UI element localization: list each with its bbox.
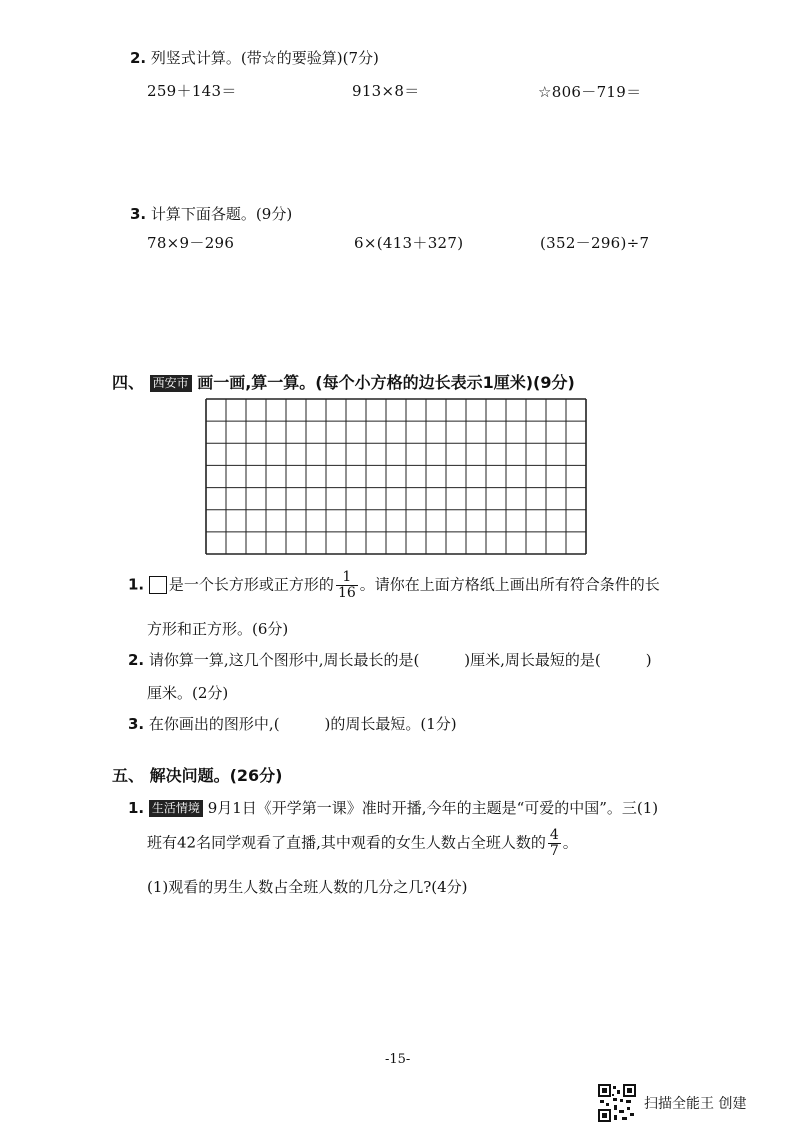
s5-problem-1-line2-after: 。: [562, 833, 578, 852]
fraction-1-16: [336, 570, 358, 601]
q3-number: 3.: [130, 205, 147, 223]
s4-item-2-text: 请你算一算,这几个图形中,周长最长的是( )厘米,周长最短的是( ): [148, 651, 652, 669]
s5-problem-1-line1: [128, 797, 658, 818]
s5-problem-1-line2: [147, 828, 578, 859]
s4-item-1-number: 1.: [128, 575, 145, 594]
watermark-text: 扫描全能王 创建: [644, 1096, 747, 1112]
q3-text: 计算下面各题。(9分): [150, 205, 293, 223]
s4-item-2-line2: 厘米。(2分): [147, 684, 229, 702]
qr-code-icon: [598, 1084, 636, 1122]
s4-item-1-after: 。请你在上面方格纸上画出所有符合条件的长: [359, 575, 660, 594]
q2-heading: [130, 47, 379, 68]
s4-item-1-before: 是一个长方形或正方形的: [168, 575, 334, 594]
fraction-4-7: [548, 828, 561, 859]
q3-expr-1: 78×9－296: [147, 234, 235, 252]
s5-problem-1-text: 9月1日《开学第一课》准时开播,今年的主题是“可爱的中国”。三(1): [207, 799, 659, 817]
fraction-numerator: 4: [549, 827, 559, 843]
fraction-denominator: 16: [337, 585, 356, 601]
q3-heading: [130, 203, 292, 224]
s4-item-1: [128, 570, 660, 601]
q2-expr-2: 913×8＝: [352, 82, 420, 100]
s4-item-2: [128, 649, 652, 670]
life-scene-tag: 生活情境: [149, 800, 203, 817]
s4-item-1-line2: 方形和正方形。(6分): [147, 620, 289, 638]
section-4-title: 画一画,算一算。(每个小方格的边长表示1厘米)(9分): [197, 373, 575, 392]
scanner-watermark: [598, 1084, 746, 1122]
section-5-title: 解决问题。(26分): [149, 766, 283, 785]
section-4-label: 四、: [112, 373, 145, 392]
s4-item-3-text: 在你画出的图形中,( )的周长最短。(1分): [148, 715, 457, 733]
section-5-label: 五、: [112, 766, 145, 785]
fraction-numerator: 1: [336, 570, 358, 586]
s5-problem-1-line2-before: 班有42名同学观看了直播,其中观看的女生人数占全班人数的: [147, 833, 546, 852]
q2-text: 列竖式计算。(带☆的要验算)(7分): [150, 49, 379, 67]
s5-sub-question-1: (1)观看的男生人数占全班人数的几分之几?(4分): [147, 878, 468, 896]
q2-number: 2.: [130, 49, 147, 67]
s4-item-3: [128, 713, 457, 734]
page-number: -15-: [385, 1052, 411, 1067]
small-square-icon: [149, 576, 167, 594]
fraction-denominator: 7: [549, 843, 559, 859]
q3-expr-3: (352－296)÷7: [540, 234, 650, 252]
s4-item-2-number: 2.: [128, 651, 145, 669]
q2-expr-3: ☆806－719＝: [538, 83, 642, 101]
section-4-heading: [112, 370, 575, 393]
square-grid: [205, 398, 587, 555]
q3-expr-2: 6×(413＋327): [354, 234, 464, 252]
s5-problem-1-number: 1.: [128, 799, 145, 817]
section-5-heading: [112, 763, 283, 786]
q2-expr-1: 259＋143＝: [147, 82, 237, 100]
region-tag: 西安市: [150, 375, 192, 392]
s4-item-3-number: 3.: [128, 715, 145, 733]
